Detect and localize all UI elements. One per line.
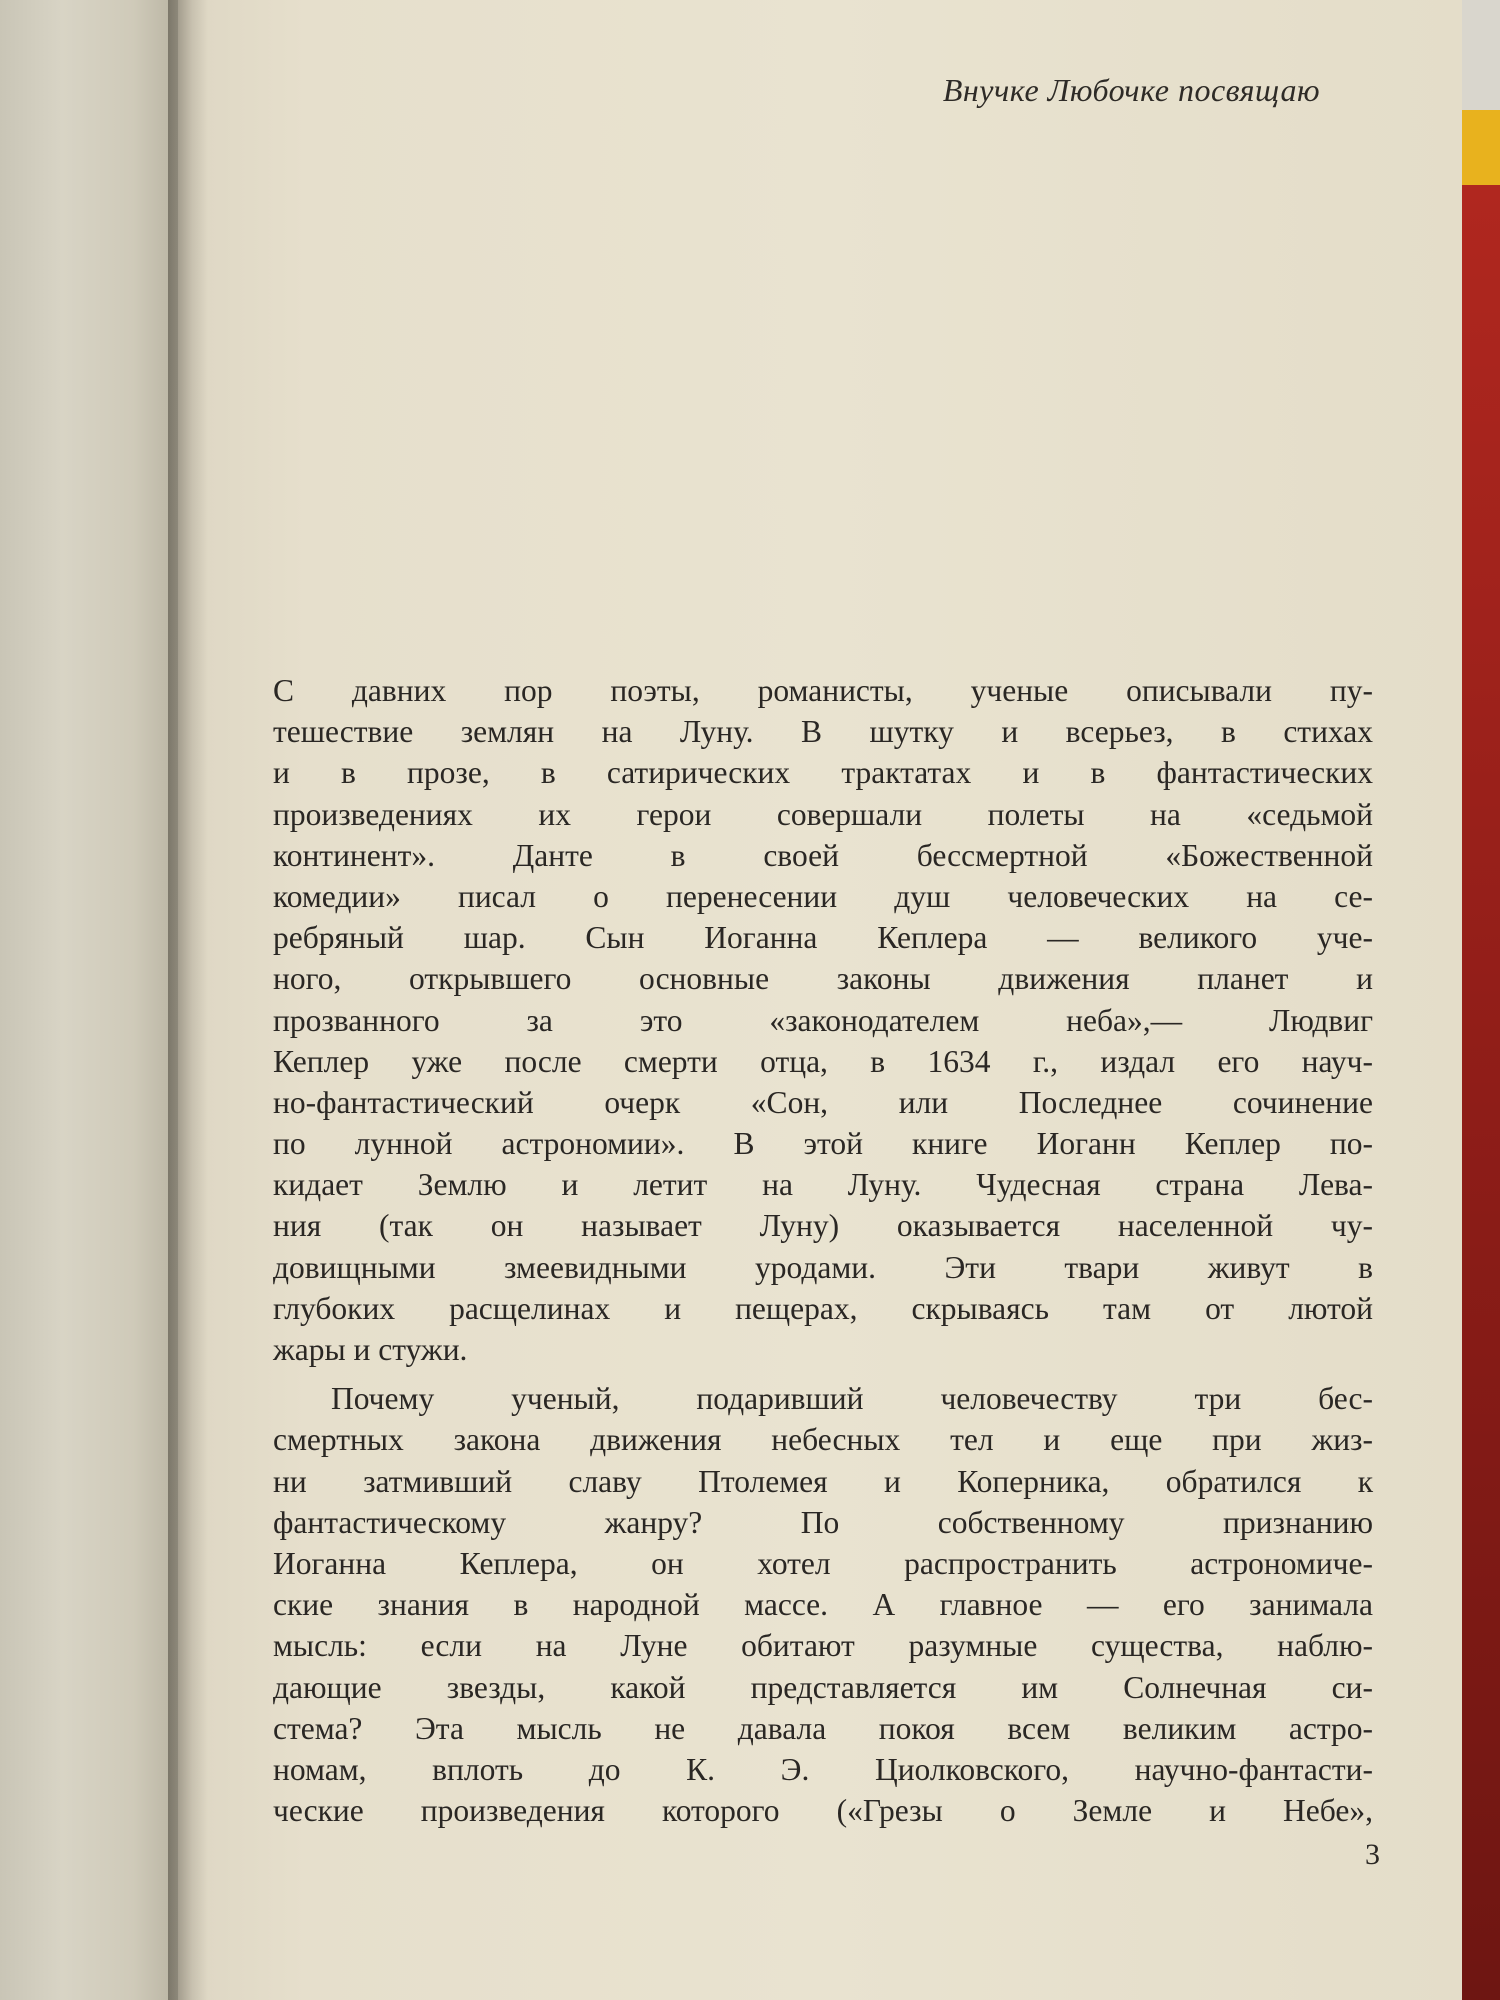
background-object-white: [1462, 0, 1500, 110]
text-line: фантастическому жанру? По собственному признанию: [273, 1504, 1373, 1540]
background-object-yellow: [1462, 110, 1500, 185]
book-gutter: [168, 0, 208, 2000]
text-line: прозванного за это «законодателем неба»,— Людвиг: [273, 1002, 1373, 1038]
text-line: произведениях их герои совершали полеты на «седьмой: [273, 796, 1373, 832]
text-line: ребряный шар. Сын Иоганна Кеплера — великого уче-: [273, 920, 1373, 956]
text-line: но-фантастический очерк «Сон, или Последнее сочинение: [273, 1084, 1373, 1120]
text-line: С давних пор поэты, романисты, ученые описывали пу-: [273, 673, 1373, 708]
paragraph-2: [273, 1378, 1373, 1831]
paragraph-gap: [273, 1370, 1373, 1378]
text-line: континент». Данте в своей бессмертной «Божественной: [273, 837, 1373, 873]
text-line: и в прозе, в сатирических трактатах и в фантастических: [273, 755, 1373, 791]
page-number: 3: [1365, 1838, 1380, 1871]
text-line: ческие произведения которого («Грезы о Земле и Небе»,: [273, 1793, 1373, 1829]
text-line: Почему ученый, подаривший человечеству три бес-: [331, 1381, 1373, 1417]
text-line: мысль: если на Луне обитают разумные существа, наблю-: [273, 1628, 1373, 1664]
text-line: по лунной астрономии». В этой книге Иоганн Кеплер по-: [273, 1126, 1373, 1162]
background-object-red: [1462, 185, 1500, 2000]
text-line: глубоких расщелинах и пещерах, скрываясь там от лютой: [273, 1290, 1373, 1326]
text-line: ские знания в народной массе. А главное — его занимала: [273, 1587, 1373, 1623]
text-line: кидает Землю и летит на Луну. Чудесная страна Лева-: [273, 1167, 1373, 1203]
text-line: смертных закона движения небесных тел и еще при жиз-: [273, 1422, 1373, 1458]
paragraph-1: [273, 670, 1373, 1370]
text-line: тешествие землян на Луну. В шутку и всерьез, в стихах: [273, 714, 1373, 750]
text-line: стема? Эта мысль не давала покоя всем великим астро-: [273, 1710, 1373, 1746]
text-line: комедии» писал о перенесении душ человеческих на се-: [273, 878, 1373, 914]
dedication: Внучке Любочке посвящаю: [942, 72, 1320, 108]
text-line: номам, вплоть до К. Э. Циолковского, научно-фантасти-: [273, 1751, 1373, 1787]
text-line: дающие звезды, какой представляется им Солнечная си-: [273, 1669, 1373, 1705]
text-line: ни затмивший славу Птолемея и Коперника, обратился к: [273, 1463, 1373, 1499]
text-line: довищными змеевидными уродами. Эти твари живут в: [273, 1249, 1373, 1285]
text-line: Иоганна Кеплера, он хотел распространить астрономиче-: [273, 1545, 1373, 1581]
text-line: ния (так он называет Луну) оказывается населенной чу-: [273, 1208, 1373, 1244]
left-page: [0, 0, 178, 2000]
text-line: жары и стужи.: [273, 1332, 468, 1367]
text-line: Кеплер уже после смерти отца, в 1634 г., издал его науч-: [273, 1043, 1373, 1079]
text-line: ного, открывшего основные законы движения планет и: [273, 961, 1373, 997]
body-text: [273, 670, 1373, 1831]
